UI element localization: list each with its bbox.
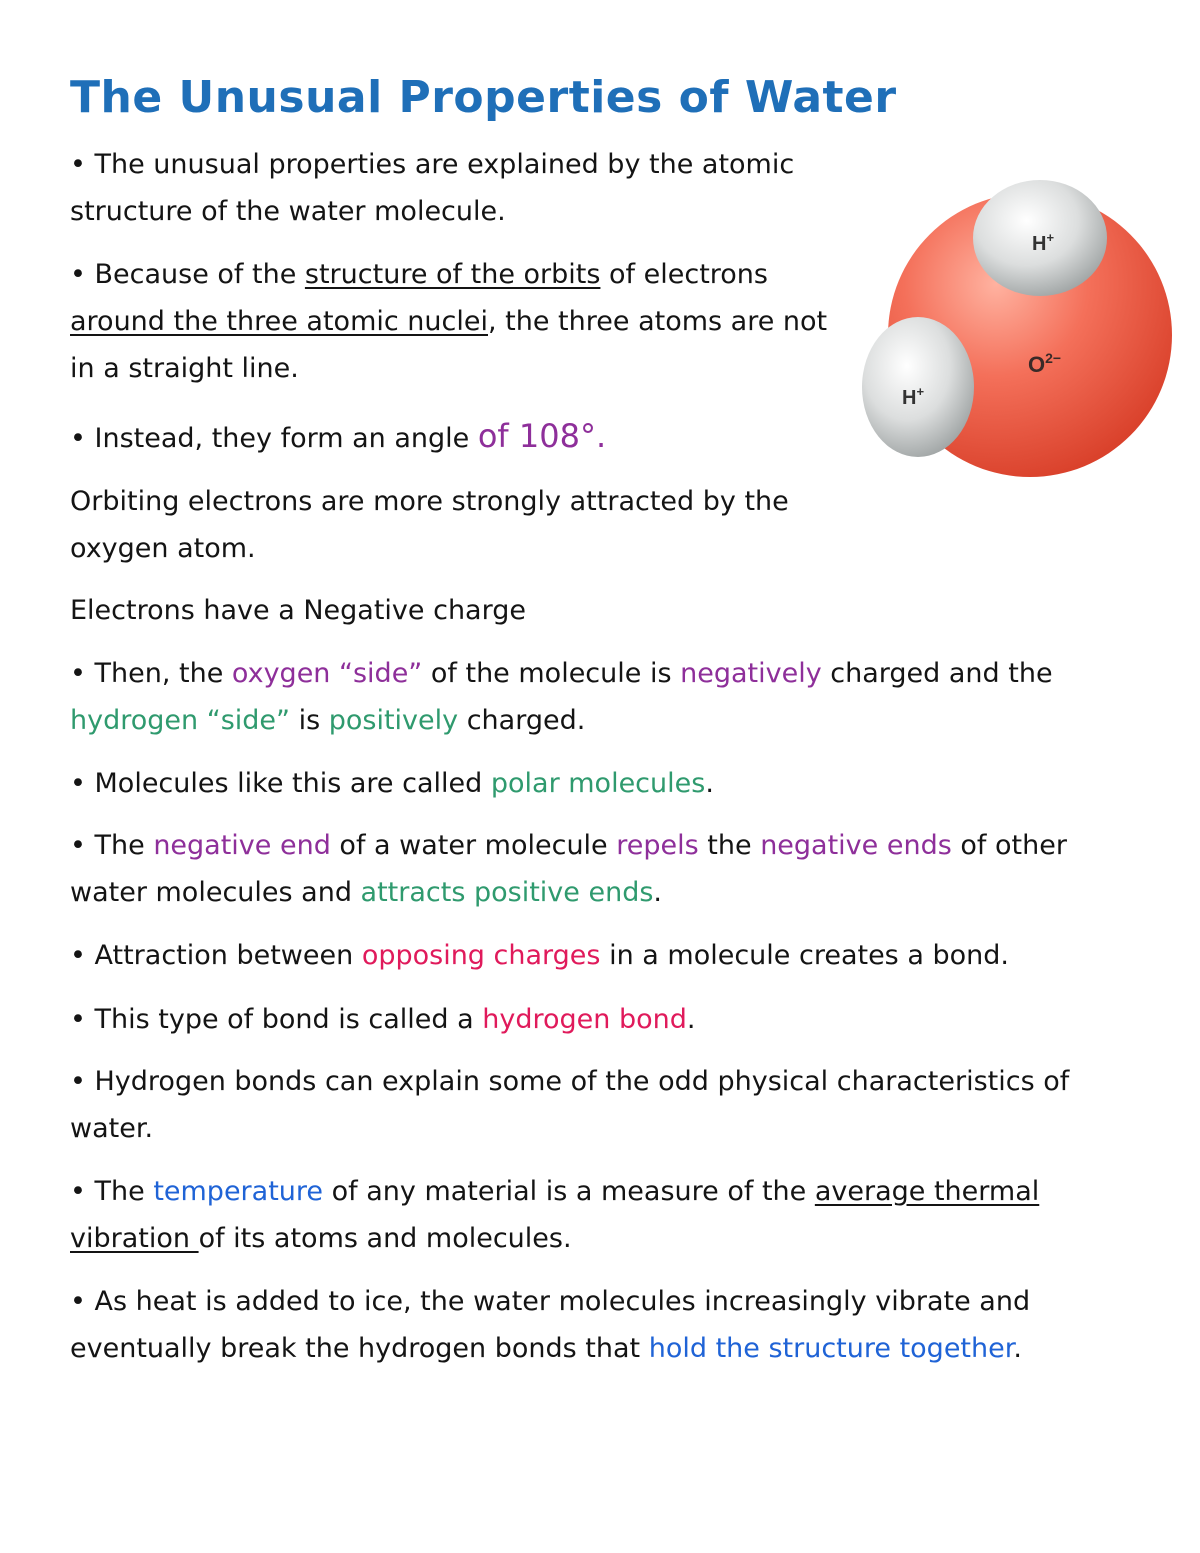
highlight-negative-end: negative end [153, 830, 331, 861]
highlight-hold-structure-together: hold the structure together [648, 1333, 1014, 1364]
paragraph-sides-charged [70, 650, 1140, 744]
highlight-angle: of 108°. [477, 417, 607, 455]
highlight-polar-molecules: polar molecules [490, 768, 706, 799]
paragraph-text: • This type of bond is called a [70, 1004, 483, 1035]
highlight-temperature: temperature [153, 1176, 324, 1207]
paragraph-orbiting-electrons [70, 478, 860, 572]
paragraph-heat-added [70, 1278, 1140, 1372]
underlined-phrase-thermal-vibration: average thermal vibration [70, 1176, 1040, 1254]
paragraph-text: . [1013, 1333, 1022, 1364]
paragraph-repels-attracts [70, 822, 1140, 916]
paragraph-polar-molecules [70, 760, 1140, 807]
paragraph-text: • Molecules like this are called [70, 768, 491, 799]
paragraph-text: . [653, 877, 663, 908]
paragraph-text: of any material is a measure of the [323, 1176, 815, 1207]
paragraph-hydrogen-bond [70, 996, 1140, 1043]
paragraph-text: • Then, the [70, 658, 232, 689]
paragraph-text: of other water molecules and [70, 830, 1067, 908]
water-molecule-illustration [860, 180, 1180, 480]
paragraph-text: • Hydrogen bonds can explain some of the odd physical characteristics of water. [70, 1066, 1070, 1144]
paragraph-text: • Instead, they form an angle [70, 423, 478, 454]
highlight-hydrogen-side: hydrogen “side” [70, 705, 290, 736]
underlined-phrase-nuclei: around the three atomic nuclei [70, 306, 488, 337]
paragraph-text: • As heat is added to ice, the water molecules increasingly vibrate and eventually break the hydrogen bonds that [70, 1286, 1031, 1364]
highlight-negative-ends: negative ends [760, 830, 952, 861]
paragraph-text: • Because of the [70, 259, 305, 290]
highlight-attracts-positive-ends: attracts positive ends [360, 877, 654, 908]
paragraph-text: • The [70, 830, 154, 861]
paragraph-text: in a molecule creates a bond. [600, 940, 1009, 971]
paragraph-text: of a water molecule [330, 830, 617, 861]
paragraph-temperature [70, 1168, 1140, 1262]
page-title: The Unusual Properties of Water [70, 72, 897, 123]
oxygen-label: $O^{2-}$ [1028, 350, 1062, 377]
paragraph-text: the [698, 830, 761, 861]
paragraph-text: charged. [458, 705, 586, 736]
paragraph-text: • The unusual properties are explained by the atomic structure of the water molecule. [70, 149, 795, 227]
paragraph-orbits [70, 251, 860, 392]
paragraph-text: . [686, 1004, 696, 1035]
paragraph-text: is [290, 705, 329, 736]
hydrogen-label-top: H+ [1032, 230, 1055, 255]
paragraph-atomic-structure [70, 141, 860, 235]
paragraph-text: of the molecule is [422, 658, 681, 689]
paragraph-text: . [705, 768, 714, 799]
highlight-oxygen-side: oxygen “side” [231, 658, 423, 689]
paragraph-text: of its atoms and molecules. [198, 1223, 572, 1254]
paragraph-text: , the three atoms are not in a straight line. [70, 306, 828, 384]
highlight-repels: repels [616, 830, 699, 861]
hydrogen-label-left: H+ [902, 384, 925, 409]
highlight-hydrogen-bond: hydrogen bond [482, 1004, 687, 1035]
paragraph-text: Orbiting electrons are more strongly attracted by the oxygen atom. [70, 486, 789, 564]
paragraph-text: Electrons have a Negative charge [70, 595, 526, 626]
highlight-positively: positively [328, 705, 459, 736]
paragraph-text: • Attraction between [70, 940, 362, 971]
paragraph-negative-charge [70, 587, 860, 634]
paragraph-text: charged and the [821, 658, 1053, 689]
paragraph-angle [70, 413, 860, 462]
paragraph-opposing-charges [70, 932, 1140, 979]
paragraph-text: • The [70, 1176, 154, 1207]
highlight-negatively: negatively [680, 658, 822, 689]
highlight-opposing-charges: opposing charges [361, 940, 601, 971]
paragraph-odd-characteristics [70, 1058, 1140, 1152]
underlined-phrase-orbits: structure of the orbits [304, 259, 601, 290]
paragraph-text: of electrons [600, 259, 768, 290]
